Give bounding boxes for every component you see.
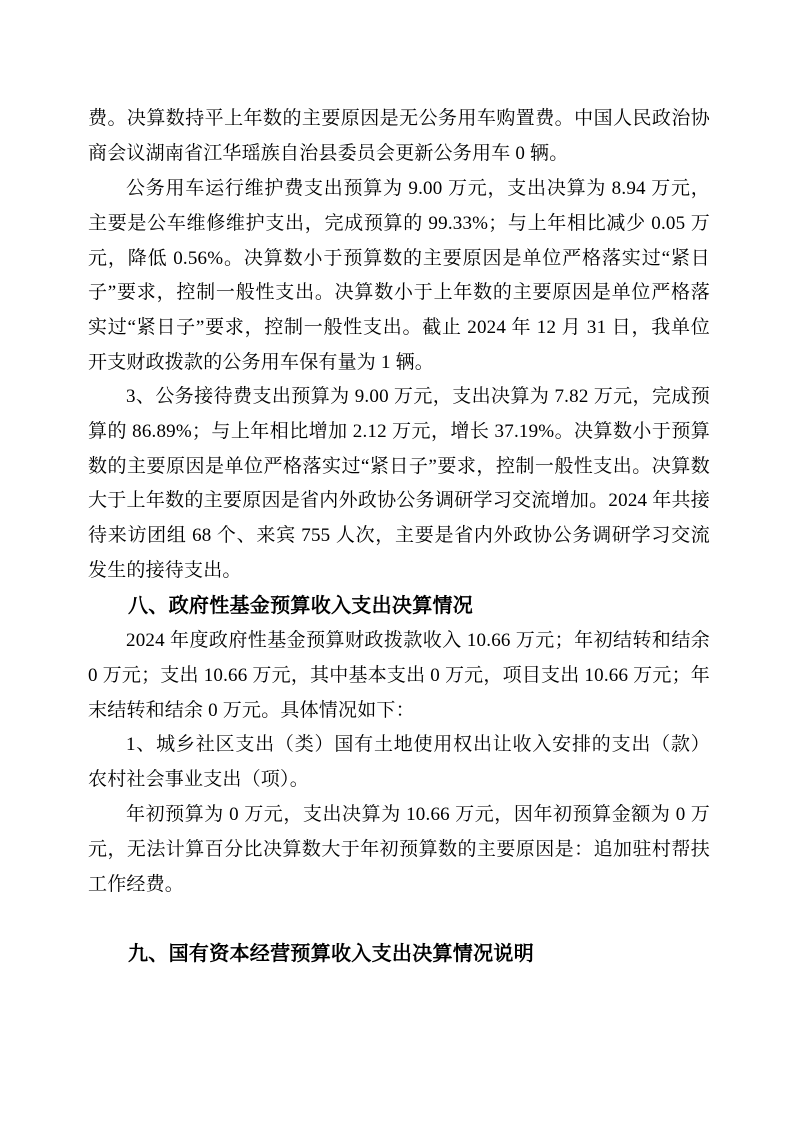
paragraph-continuation: 费。决算数持平上年数的主要原因是无公务用车购置费。中国人民政治协商会议湖南省江华瑶族自治县委员会更新公务用车 0 辆。 [88,108,710,164]
paragraph-govfund-variance: 年初预算为 0 万元，支出决算为 10.66 万元，因年初预算金额为 0 万元，无法计算百分比决算数大于年初预算数的主要原因是：追加驻村帮扶工作经费。 [88,804,710,895]
paragraph-official-reception: 3、公务接待费支出预算为 9.00 万元，支出决算为 7.82 万元，完成预算的 86.89%；与上年相比增加 2.12 万元，增长 37.19%。决算数小于预算数的主要原因是单位严格落实过“紧日子”要求，控制一般性支出。决算数大于上年数的主要原因是省内外政协公务调研学习交流增加。2024 年共接待来访团组 68 个、来宾 755 人次，主要是省内外政协公务调研学习交流发生的接待支出。 [88,386,710,581]
paragraph-vehicle-maintenance: 公务用车运行维护费支出预算为 9.00 万元，支出决算为 8.94 万元，主要是公车维修维护支出，完成预算的 99.33%；与上年相比减少 0.05 万元，降低 0.56%。决算数小于预算数的主要原因是单位严格落实过“紧日子”要求，控制一般性支出。决算数小于上年数的主要原因是单位严格落实过“紧日子”要求，控制一般性支出。截止 2024 年 12 月 31 日，我单位开支财政拨款的公务用车保有量为 1 辆。 [88,178,710,373]
paragraph-govfund-overview: 2024 年度政府性基金预算财政拨款收入 10.66 万元；年初结转和结余 0 万元；支出 10.66 万元，其中基本支出 0 万元，项目支出 10.66 万元；年末结转和结余 0 万元。具体情况如下： [88,630,710,721]
paragraph-govfund-item: 1、城乡社区支出（类）国有土地使用权出让收入安排的支出（款）农村社会事业支出（项）。 [88,734,710,790]
heading-section-9-state-capital-budget: 九、国有资本经营预算收入支出决算情况说明 [128,943,534,965]
heading-section-8-government-fund-budget: 八、政府性基金预算收入支出决算情况 [128,595,474,617]
